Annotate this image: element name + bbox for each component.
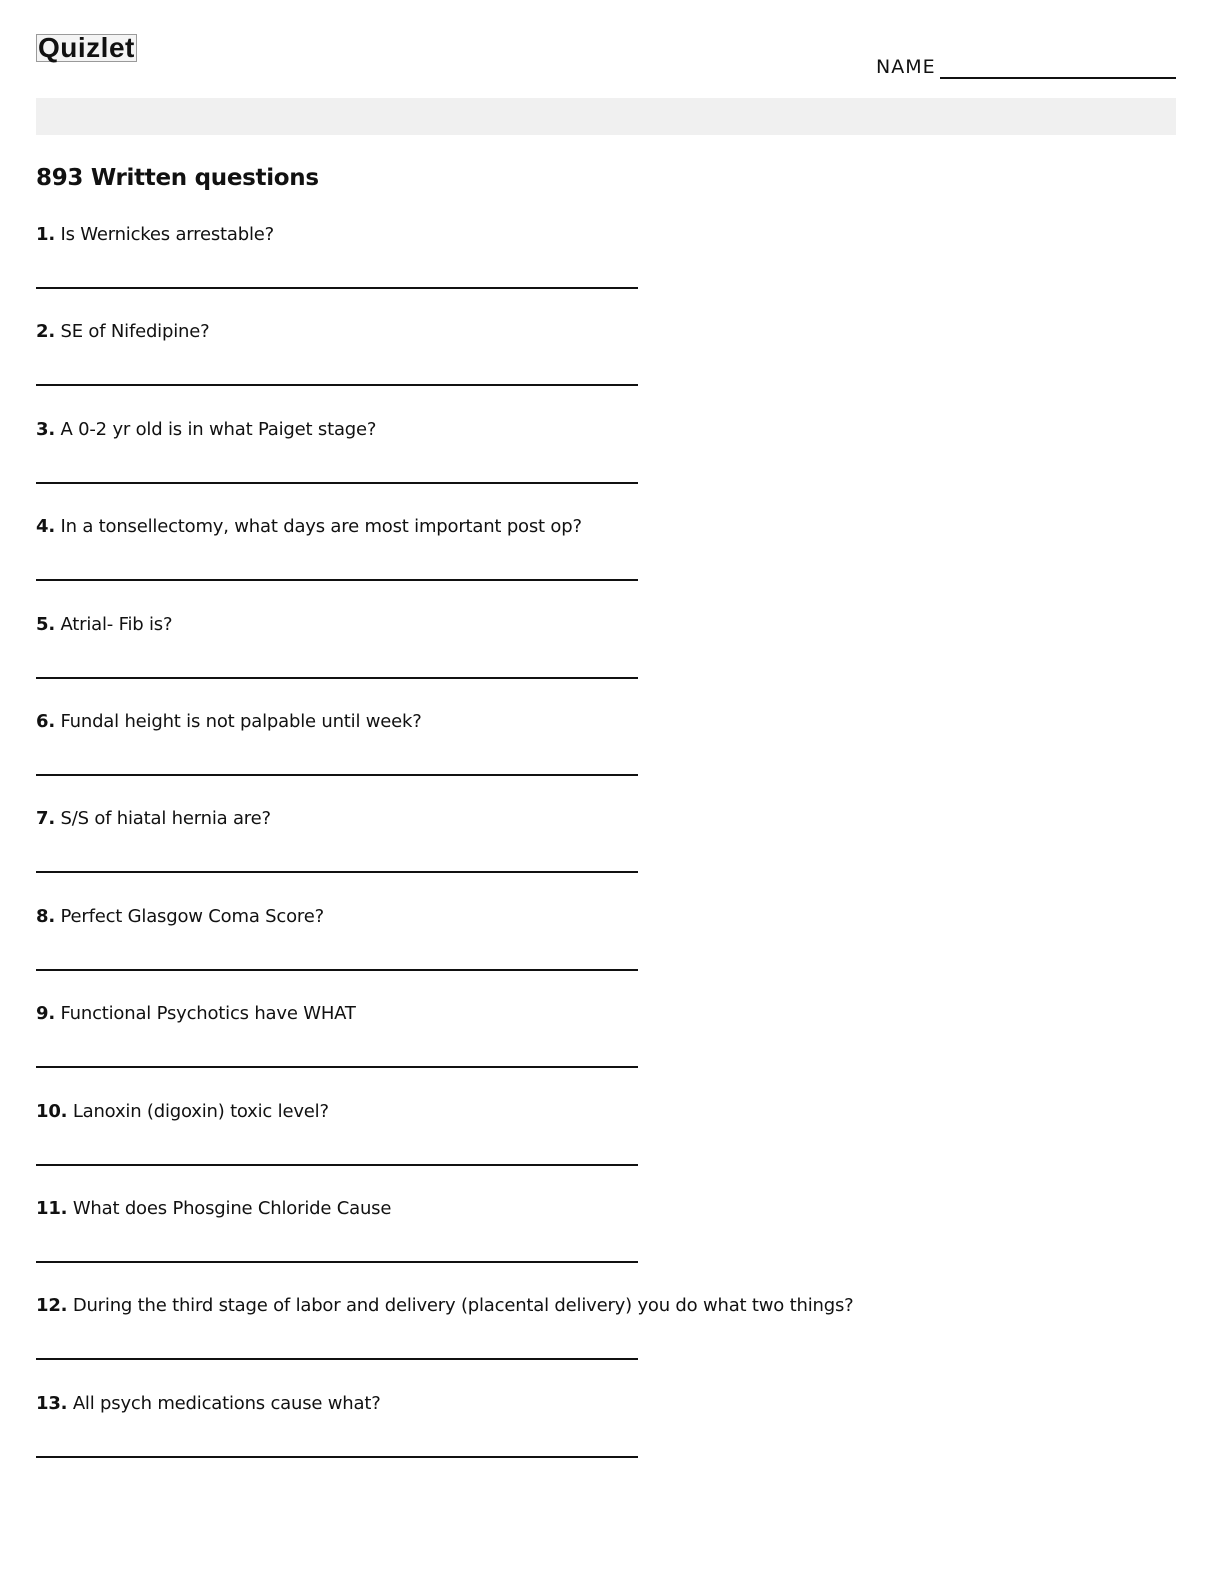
answer-line[interactable]	[36, 1358, 638, 1360]
question-prompt: S/S of hiatal hernia are?	[54, 808, 271, 830]
answer-line[interactable]	[36, 1261, 638, 1263]
question-prompt: In a tonsellectomy, what days are most important post op?	[54, 516, 582, 538]
question-prompt: A 0-2 yr old is in what Paiget stage?	[54, 418, 377, 440]
question-item	[36, 711, 1176, 808]
question-prompt: During the third stage of labor and delivery (placental delivery) you do what two things?	[67, 1295, 854, 1317]
name-field-block	[876, 56, 1176, 80]
question-item	[36, 1198, 1176, 1295]
answer-line[interactable]	[36, 482, 638, 484]
answer-line[interactable]	[36, 1456, 638, 1458]
question-number: 11.	[36, 1197, 68, 1219]
question-text	[36, 1003, 356, 1024]
question-number: 1.	[36, 224, 55, 245]
question-number: 12.	[36, 1295, 68, 1317]
question-item	[36, 419, 1176, 516]
question-text	[36, 224, 274, 245]
question-text	[36, 1295, 853, 1316]
question-item	[36, 516, 1176, 613]
answer-line[interactable]	[36, 1066, 638, 1068]
answer-line[interactable]	[36, 677, 638, 679]
header-band	[36, 98, 1176, 135]
question-prompt: Is Wernickes arrestable?	[54, 224, 274, 245]
name-label: NAME	[876, 56, 936, 78]
question-prompt: SE of Nifedipine?	[54, 321, 210, 343]
question-text	[36, 1101, 329, 1122]
question-item	[36, 224, 1176, 321]
answer-line[interactable]	[36, 287, 638, 289]
question-text	[36, 1198, 391, 1219]
answer-line[interactable]	[36, 871, 638, 873]
question-text	[36, 711, 422, 732]
name-blank-line[interactable]	[940, 77, 1176, 79]
question-prompt: All psych medications cause what?	[67, 1392, 381, 1414]
question-number: 9.	[36, 1003, 55, 1025]
question-prompt: Atrial- Fib is?	[54, 613, 173, 635]
question-item	[36, 1101, 1176, 1198]
answer-line[interactable]	[36, 969, 638, 971]
question-list	[36, 224, 1176, 1490]
question-prompt: Fundal height is not palpable until week?	[54, 710, 422, 732]
question-text	[36, 906, 324, 927]
question-number: 4.	[36, 516, 55, 538]
question-number: 10.	[36, 1100, 68, 1122]
question-text	[36, 321, 209, 342]
question-prompt: Lanoxin (digoxin) toxic level?	[67, 1100, 329, 1122]
answer-line[interactable]	[36, 384, 638, 386]
answer-line[interactable]	[36, 579, 638, 581]
question-prompt: Functional Psychotics have WHAT	[54, 1003, 356, 1025]
question-item	[36, 906, 1176, 1003]
question-number: 2.	[36, 321, 55, 343]
question-item	[36, 614, 1176, 711]
question-number: 13.	[36, 1392, 68, 1414]
question-number: 8.	[36, 905, 55, 927]
question-number: 5.	[36, 613, 55, 635]
question-number: 3.	[36, 418, 55, 440]
question-item	[36, 321, 1176, 418]
question-prompt: Perfect Glasgow Coma Score?	[54, 905, 324, 927]
section-title: 893 Written questions	[36, 165, 319, 191]
question-text	[36, 419, 376, 440]
quizlet-logo: Quizlet	[38, 32, 135, 63]
question-text	[36, 614, 172, 635]
answer-line[interactable]	[36, 1164, 638, 1166]
answer-line[interactable]	[36, 774, 638, 776]
question-number: 6.	[36, 710, 55, 732]
question-text	[36, 1393, 381, 1414]
question-text	[36, 516, 582, 537]
question-item	[36, 808, 1176, 905]
question-prompt: What does Phosgine Chloride Cause	[67, 1197, 392, 1219]
question-item	[36, 1003, 1176, 1100]
question-number: 7.	[36, 808, 55, 830]
question-item	[36, 1393, 1176, 1490]
question-text	[36, 808, 271, 829]
question-item	[36, 1295, 1176, 1392]
